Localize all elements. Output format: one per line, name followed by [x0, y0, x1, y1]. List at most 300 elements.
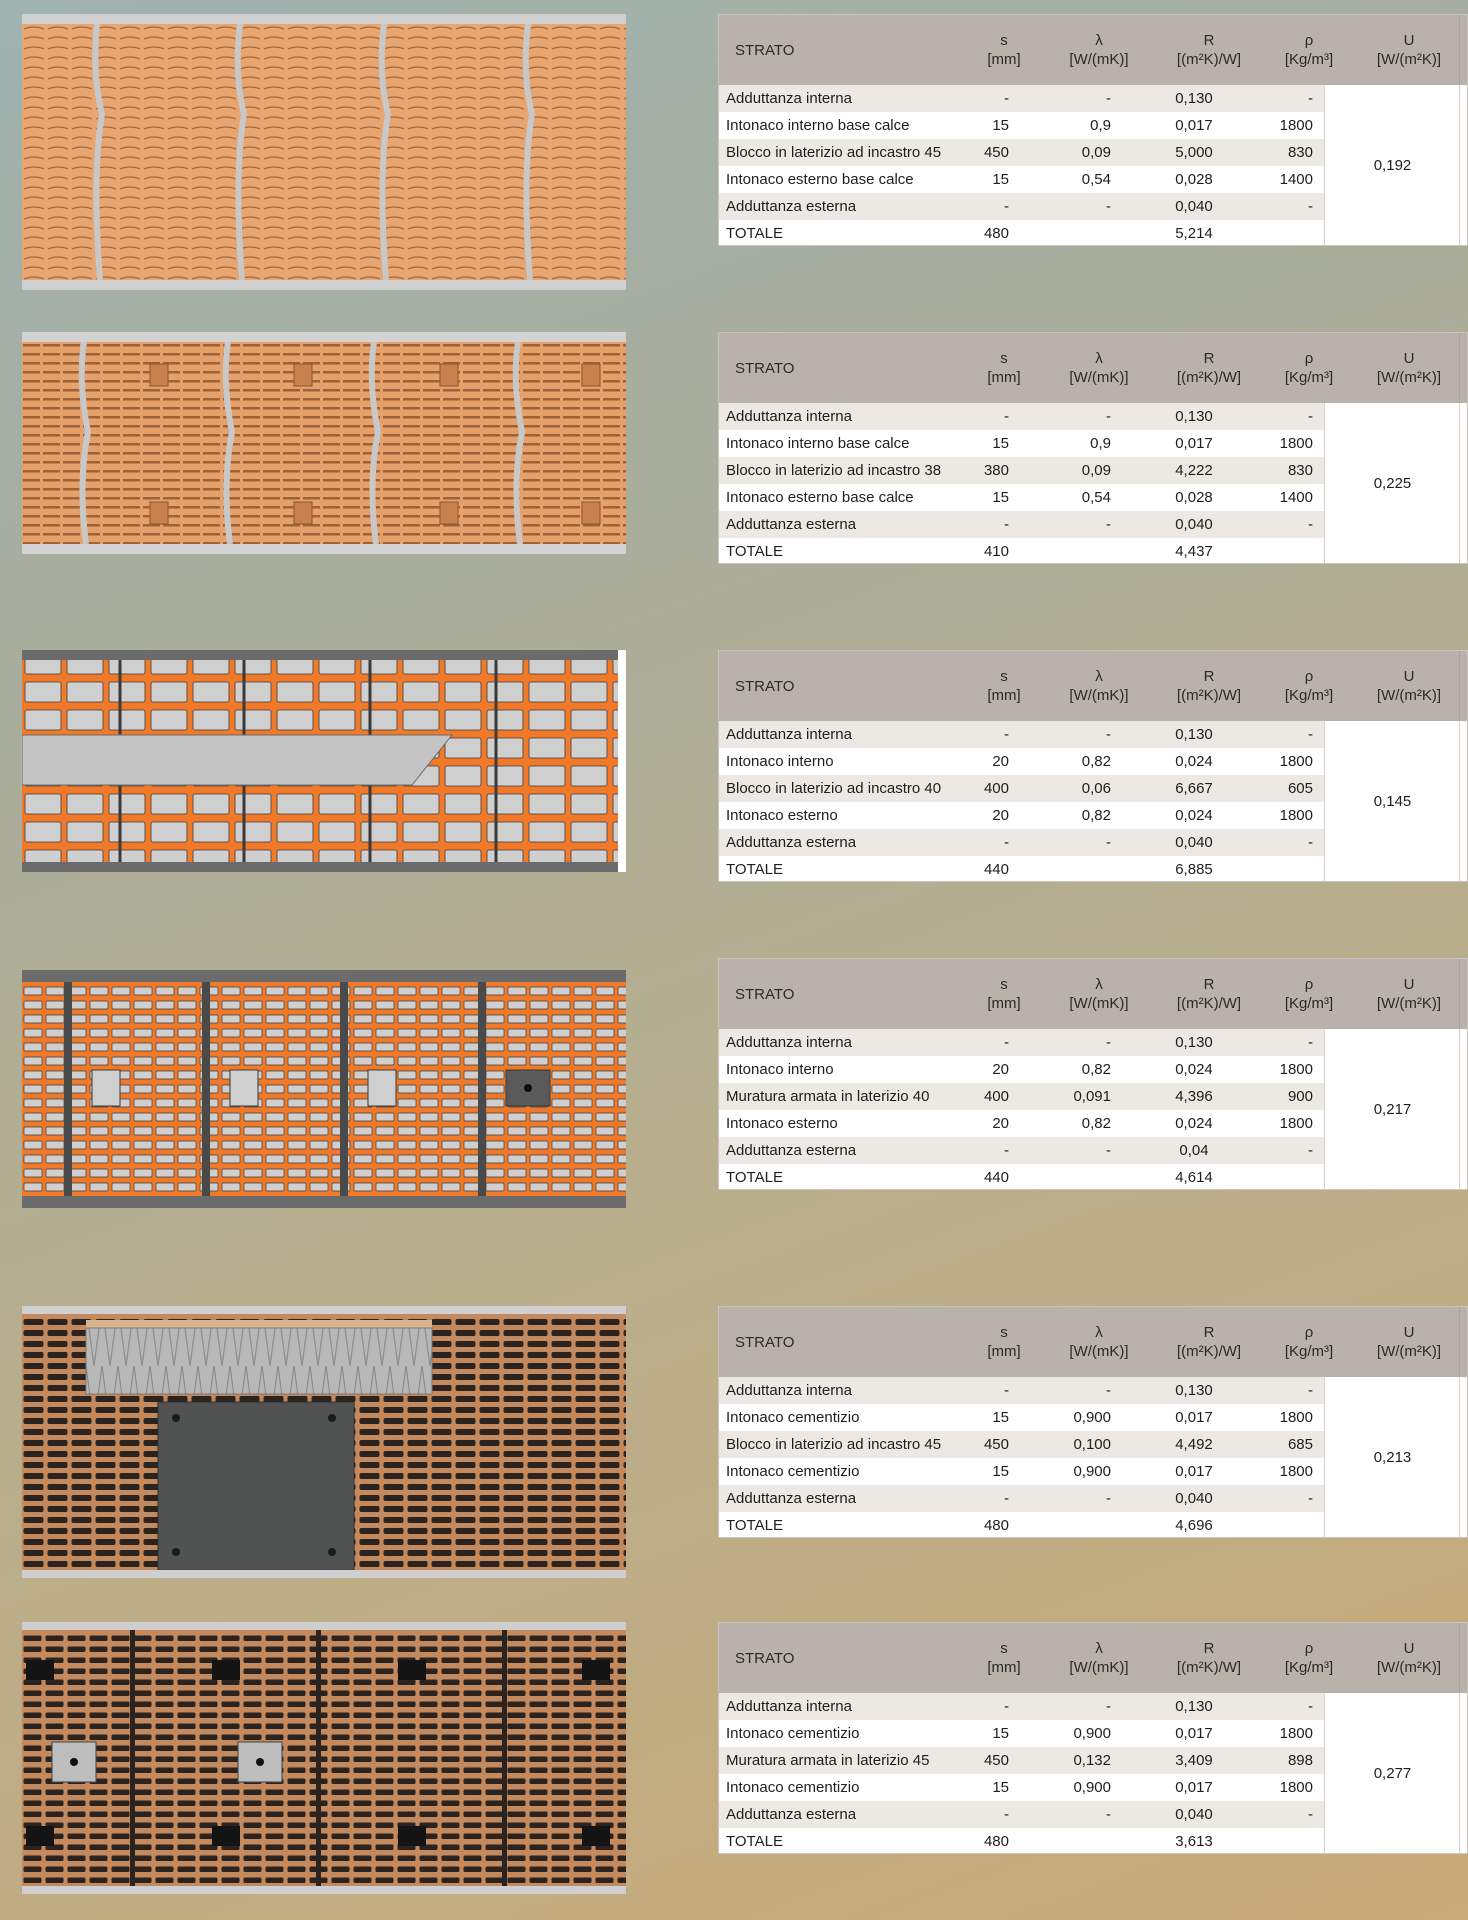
layer-density: -: [1308, 408, 1313, 425]
table-row-cells: [719, 1431, 1324, 1458]
header-resistance: [1139, 1307, 1279, 1377]
layer-density: 900: [1287, 1088, 1313, 1105]
layer-name: Adduttanza interna: [726, 1382, 852, 1399]
table-row-cells: [719, 856, 1324, 882]
header-resistance: [1139, 959, 1279, 1029]
header-strato-label: STRATO: [735, 1333, 795, 1351]
layer-name: Intonaco esterno: [726, 807, 838, 824]
layer-name: Intonaco esterno base calce: [726, 489, 914, 506]
layer-thickness: 450: [983, 1436, 1009, 1453]
layer-thickness: 480: [983, 225, 1009, 242]
layer-conductivity: -: [1106, 1698, 1111, 1715]
layer-thickness: 20: [992, 1061, 1009, 1078]
header-resistance: [1139, 1623, 1279, 1693]
table-row-cells: [719, 538, 1324, 564]
layer-conductivity: [1019, 856, 1111, 882]
layer-resistance: 0,028: [1175, 171, 1213, 188]
layer-thickness: 450: [983, 1752, 1009, 1769]
layer-density: 1800: [1279, 1463, 1313, 1480]
layer-resistance: 0,040: [1175, 516, 1213, 533]
u-value-edge: [1459, 1029, 1468, 1189]
layer-thickness: 15: [992, 1779, 1009, 1796]
layer-name: Intonaco cementizio: [726, 1409, 860, 1426]
u-value: 0,145: [1373, 792, 1412, 810]
layer-resistance: 0,017: [1175, 1725, 1213, 1742]
layer-thickness: -: [1004, 726, 1009, 743]
header-density-unit: [Kg/m³]: [1284, 1659, 1334, 1676]
u-value-cell: [1324, 85, 1460, 245]
u-value-edge: [1459, 85, 1468, 245]
layer-density: -: [1308, 516, 1313, 533]
layer-conductivity: 0,82: [1081, 1061, 1111, 1078]
header-thickness-label: s: [1000, 350, 1008, 367]
header-transmittance-label: U: [1403, 976, 1415, 993]
header-transmittance-unit: [W/(m²K)]: [1376, 1343, 1442, 1360]
table-row-cells: [719, 1828, 1324, 1854]
layer-resistance: 6,667: [1175, 780, 1213, 797]
table-row-cells: [719, 112, 1324, 139]
layer-conductivity: 0,900: [1073, 1463, 1111, 1480]
header-density-label: ρ: [1304, 668, 1314, 685]
layer-conductivity: 0,100: [1073, 1436, 1111, 1453]
layer-name: Intonaco interno: [726, 1061, 834, 1078]
header-density-unit: [Kg/m³]: [1284, 369, 1334, 386]
layer-conductivity: -: [1106, 516, 1111, 533]
layer-density: 1800: [1279, 1115, 1313, 1132]
layer-conductivity: [1019, 1164, 1111, 1190]
header-resistance-label: R: [1203, 350, 1215, 367]
header-thickness-unit: [mm]: [987, 51, 1021, 68]
table-row-cells: [719, 1164, 1324, 1190]
layer-conductivity: 0,900: [1073, 1779, 1111, 1796]
u-value-cell: [1324, 721, 1460, 881]
layer-density: 1800: [1279, 1725, 1313, 1742]
thermal-table-4: [718, 958, 1468, 1190]
layer-name: Adduttanza interna: [726, 408, 852, 425]
header-thickness-unit: [mm]: [987, 995, 1021, 1012]
table-header: [719, 15, 1467, 85]
layer-conductivity: 0,54: [1081, 489, 1111, 506]
table-row-cells: [719, 1512, 1324, 1538]
header-conductivity-label: λ: [1095, 32, 1103, 49]
header-conductivity-label: λ: [1095, 1640, 1103, 1657]
header-resistance: [1139, 15, 1279, 85]
layer-conductivity: 0,06: [1081, 780, 1111, 797]
table-header-edge: [1459, 651, 1468, 721]
layer-density: 1800: [1279, 753, 1313, 770]
layer-name: Blocco in laterizio ad incastro 45: [726, 144, 942, 161]
table-row-cells: [719, 85, 1324, 112]
layer-conductivity: 0,82: [1081, 807, 1111, 824]
layer-thickness: -: [1004, 1142, 1009, 1159]
table-row-cells: [719, 1110, 1324, 1137]
wall-section-1: [0, 14, 1468, 290]
table-row-cells: [719, 511, 1324, 538]
layer-density: [1249, 1164, 1313, 1190]
header-resistance-unit: [(m²K)/W]: [1176, 995, 1242, 1012]
layer-thickness: 20: [992, 807, 1009, 824]
layer-density: 830: [1287, 144, 1313, 161]
table-row-cells: [719, 775, 1324, 802]
layer-thickness: 15: [992, 117, 1009, 134]
layer-name: Blocco in laterizio ad incastro 40: [726, 780, 942, 797]
layer-name: Adduttanza interna: [726, 1034, 852, 1051]
layer-name: Adduttanza esterna: [726, 834, 857, 851]
layer-resistance: 4,396: [1175, 1088, 1213, 1105]
header-conductivity-unit: [W/(mK)]: [1069, 369, 1129, 386]
layer-thickness: 15: [992, 1409, 1009, 1426]
layer-density: [1249, 538, 1313, 564]
layer-name: TOTALE: [726, 225, 783, 242]
layer-name: Blocco in laterizio ad incastro 45: [726, 1436, 942, 1453]
header-resistance-unit: [(m²K)/W]: [1176, 687, 1242, 704]
header-conductivity-unit: [W/(mK)]: [1069, 995, 1129, 1012]
layer-conductivity: [1019, 1512, 1111, 1538]
table-row-cells: [719, 1747, 1324, 1774]
header-conductivity-unit: [W/(mK)]: [1069, 687, 1129, 704]
layer-conductivity: 0,09: [1081, 144, 1111, 161]
layer-resistance: 0,017: [1175, 435, 1213, 452]
table-row-cells: [719, 139, 1324, 166]
layer-thickness: -: [1004, 1034, 1009, 1051]
layer-conductivity: -: [1106, 408, 1111, 425]
layer-name: Adduttanza interna: [726, 90, 852, 107]
header-thickness: [959, 959, 1049, 1029]
layer-thickness: 400: [983, 780, 1009, 797]
layer-density: 1400: [1279, 489, 1313, 506]
layer-name: Muratura armata in laterizio 40: [726, 1088, 930, 1105]
layer-thickness: 440: [983, 861, 1009, 878]
header-strato: [735, 15, 895, 85]
layer-thickness: 480: [983, 1833, 1009, 1850]
layer-name: Adduttanza interna: [726, 1698, 852, 1715]
header-conductivity-label: λ: [1095, 976, 1103, 993]
layer-density: 685: [1287, 1436, 1313, 1453]
layer-density: -: [1308, 834, 1313, 851]
header-thickness-unit: [mm]: [987, 1343, 1021, 1360]
layer-density: 830: [1287, 462, 1313, 479]
layer-density: [1249, 220, 1313, 246]
header-transmittance-unit: [W/(m²K)]: [1376, 51, 1442, 68]
table-header-edge: [1459, 15, 1468, 85]
layer-conductivity: 0,900: [1073, 1409, 1111, 1426]
layer-thickness: 400: [983, 1088, 1009, 1105]
thermal-table-3: [718, 650, 1468, 882]
u-value-cell: [1324, 1377, 1460, 1537]
layer-resistance: 0,024: [1175, 1115, 1213, 1132]
table-row-cells: [719, 1137, 1324, 1164]
header-thickness: [959, 651, 1049, 721]
layer-density: -: [1308, 1698, 1313, 1715]
table-row-cells: [719, 1083, 1324, 1110]
header-thickness: [959, 1623, 1049, 1693]
wall-drawing-2: [22, 332, 626, 554]
layer-name: TOTALE: [726, 1833, 783, 1850]
layer-thickness: 380: [983, 462, 1009, 479]
layer-conductivity: 0,132: [1073, 1752, 1111, 1769]
header-thickness-label: s: [1000, 1324, 1008, 1341]
header-resistance-unit: [(m²K)/W]: [1176, 51, 1242, 68]
layer-conductivity: -: [1106, 1142, 1111, 1159]
table-row-cells: [719, 829, 1324, 856]
header-transmittance-label: U: [1403, 1324, 1415, 1341]
header-density-unit: [Kg/m³]: [1284, 51, 1334, 68]
layer-resistance: 4,222: [1175, 462, 1213, 479]
table-header-edge: [1459, 959, 1468, 1029]
layer-resistance: 0,130: [1175, 408, 1213, 425]
header-strato: [735, 333, 895, 403]
layer-conductivity: -: [1106, 1034, 1111, 1051]
layer-density: 1800: [1279, 1779, 1313, 1796]
layer-conductivity: [1019, 538, 1111, 564]
table-header-edge: [1459, 1623, 1468, 1693]
layer-name: Adduttanza esterna: [726, 1490, 857, 1507]
header-resistance-label: R: [1203, 32, 1215, 49]
layer-density: -: [1308, 1382, 1313, 1399]
table-row-cells: [719, 484, 1324, 511]
layer-resistance: 3,613: [1175, 1833, 1213, 1850]
layer-conductivity: -: [1106, 834, 1111, 851]
header-thickness-unit: [mm]: [987, 687, 1021, 704]
layer-density: -: [1308, 1142, 1313, 1159]
header-conductivity-unit: [W/(mK)]: [1069, 1343, 1129, 1360]
header-transmittance: [1339, 15, 1468, 85]
header-thickness-unit: [mm]: [987, 1659, 1021, 1676]
table-row-cells: [719, 1404, 1324, 1431]
layer-thickness: -: [1004, 408, 1009, 425]
layer-resistance: 0,017: [1175, 117, 1213, 134]
header-resistance-label: R: [1203, 976, 1215, 993]
header-density-label: ρ: [1304, 1324, 1314, 1341]
header-resistance-label: R: [1203, 1640, 1215, 1657]
layer-thickness: 15: [992, 1725, 1009, 1742]
layer-density: [1249, 856, 1313, 882]
layer-thickness: 480: [983, 1517, 1009, 1534]
layer-conductivity: 0,82: [1081, 1115, 1111, 1132]
header-strato: [735, 1623, 895, 1693]
u-value: 0,217: [1373, 1100, 1412, 1118]
layer-name: Intonaco interno base calce: [726, 435, 910, 452]
layer-resistance: 5,000: [1175, 144, 1213, 161]
layer-resistance: 0,040: [1175, 1806, 1213, 1823]
layer-conductivity: -: [1106, 1806, 1111, 1823]
layer-resistance: 0,040: [1175, 1490, 1213, 1507]
header-density-unit: [Kg/m³]: [1284, 1343, 1334, 1360]
header-resistance: [1139, 651, 1279, 721]
u-value: 0,192: [1373, 156, 1412, 174]
u-value: 0,213: [1373, 1448, 1412, 1466]
header-conductivity-unit: [W/(mK)]: [1069, 51, 1129, 68]
header-transmittance-label: U: [1403, 1640, 1415, 1657]
layer-conductivity: -: [1106, 1382, 1111, 1399]
layer-resistance: 0,130: [1175, 1034, 1213, 1051]
layer-thickness: -: [1004, 1806, 1009, 1823]
table-row-cells: [719, 1377, 1324, 1404]
wall-drawing-1: [22, 14, 626, 290]
layer-thickness: 440: [983, 1169, 1009, 1186]
u-value-cell: [1324, 1029, 1460, 1189]
header-conductivity-label: λ: [1095, 668, 1103, 685]
layer-thickness: -: [1004, 516, 1009, 533]
header-transmittance-label: U: [1403, 350, 1415, 367]
u-value-edge: [1459, 721, 1468, 881]
wall-section-3: [0, 650, 1468, 878]
layer-conductivity: 0,091: [1073, 1088, 1111, 1105]
layer-conductivity: 0,900: [1073, 1725, 1111, 1742]
wall-section-5: [0, 1306, 1468, 1578]
thermal-table-1: [718, 14, 1468, 246]
layer-density: -: [1308, 1806, 1313, 1823]
header-density-label: ρ: [1304, 350, 1314, 367]
table-row-cells: [719, 1693, 1324, 1720]
header-strato: [735, 651, 895, 721]
header-strato: [735, 959, 895, 1029]
layer-name: Muratura armata in laterizio 45: [726, 1752, 930, 1769]
header-transmittance-unit: [W/(m²K)]: [1376, 369, 1442, 386]
header-transmittance-label: U: [1403, 32, 1415, 49]
layer-name: TOTALE: [726, 1169, 783, 1186]
layer-thickness: -: [1004, 834, 1009, 851]
header-thickness: [959, 1307, 1049, 1377]
header-transmittance-unit: [W/(m²K)]: [1376, 1659, 1442, 1676]
header-thickness-label: s: [1000, 976, 1008, 993]
header-transmittance: [1339, 959, 1468, 1029]
layer-resistance: 3,409: [1175, 1752, 1213, 1769]
layer-conductivity: -: [1106, 1490, 1111, 1507]
table-header: [719, 1623, 1467, 1693]
layer-name: Intonaco esterno base calce: [726, 171, 914, 188]
layer-thickness: -: [1004, 1698, 1009, 1715]
layer-thickness: -: [1004, 1490, 1009, 1507]
table-header: [719, 1307, 1467, 1377]
wall-drawing-5: [22, 1306, 626, 1578]
layer-resistance: 0,130: [1175, 1698, 1213, 1715]
table-header: [719, 333, 1467, 403]
header-transmittance: [1339, 1623, 1468, 1693]
layer-density: 1400: [1279, 171, 1313, 188]
table-row-cells: [719, 430, 1324, 457]
layer-resistance: 4,437: [1175, 543, 1213, 560]
table-header: [719, 959, 1467, 1029]
u-value-edge: [1459, 1693, 1468, 1853]
layer-conductivity: 0,9: [1090, 117, 1111, 134]
layer-name: TOTALE: [726, 543, 783, 560]
header-resistance: [1139, 333, 1279, 403]
layer-density: 1800: [1279, 117, 1313, 134]
header-transmittance-unit: [W/(m²K)]: [1376, 687, 1442, 704]
layer-name: TOTALE: [726, 1517, 783, 1534]
layer-name: Intonaco interno: [726, 753, 834, 770]
header-thickness-label: s: [1000, 32, 1008, 49]
table-row-cells: [719, 220, 1324, 246]
layer-thickness: 15: [992, 171, 1009, 188]
header-transmittance: [1339, 1307, 1468, 1377]
layer-conductivity: 0,09: [1081, 462, 1111, 479]
layer-thickness: -: [1004, 198, 1009, 215]
layer-conductivity: 0,54: [1081, 171, 1111, 188]
layer-thickness: -: [1004, 90, 1009, 107]
wall-section-2: [0, 332, 1468, 560]
layer-resistance: 0,017: [1175, 1409, 1213, 1426]
layer-resistance: 0,04: [1179, 1142, 1209, 1159]
layer-density: -: [1308, 1034, 1313, 1051]
u-value-edge: [1459, 1377, 1468, 1537]
layer-resistance: 0,028: [1175, 489, 1213, 506]
table-row-cells: [719, 1485, 1324, 1512]
wall-drawing-3: [22, 650, 626, 872]
layer-name: Intonaco cementizio: [726, 1725, 860, 1742]
u-value-cell: [1324, 1693, 1460, 1853]
layer-name: Adduttanza esterna: [726, 516, 857, 533]
layer-name: Intonaco esterno: [726, 1115, 838, 1132]
layer-conductivity: -: [1106, 726, 1111, 743]
layer-density: -: [1308, 198, 1313, 215]
table-row-cells: [719, 802, 1324, 829]
u-value-cell: [1324, 403, 1460, 563]
layer-density: -: [1308, 1490, 1313, 1507]
layer-density: 898: [1287, 1752, 1313, 1769]
header-resistance-unit: [(m²K)/W]: [1176, 1659, 1242, 1676]
layer-resistance: 0,040: [1175, 198, 1213, 215]
layer-conductivity: 0,82: [1081, 753, 1111, 770]
layer-conductivity: [1019, 1828, 1111, 1854]
table-header-edge: [1459, 1307, 1468, 1377]
header-transmittance-unit: [W/(m²K)]: [1376, 995, 1442, 1012]
header-thickness-label: s: [1000, 1640, 1008, 1657]
layer-resistance: 0,024: [1175, 1061, 1213, 1078]
header-strato-label: STRATO: [735, 677, 795, 695]
table-row-cells: [719, 1056, 1324, 1083]
layer-conductivity: [1019, 220, 1111, 246]
layer-conductivity: -: [1106, 198, 1111, 215]
header-resistance-unit: [(m²K)/W]: [1176, 369, 1242, 386]
layer-resistance: 5,214: [1175, 225, 1213, 242]
header-density-label: ρ: [1304, 32, 1314, 49]
header-thickness: [959, 333, 1049, 403]
layer-name: Adduttanza esterna: [726, 198, 857, 215]
layer-density: 1800: [1279, 1409, 1313, 1426]
header-transmittance: [1339, 651, 1468, 721]
layer-name: Adduttanza esterna: [726, 1806, 857, 1823]
layer-resistance: 0,130: [1175, 726, 1213, 743]
header-density-label: ρ: [1304, 1640, 1314, 1657]
thermal-table-2: [718, 332, 1468, 564]
layer-name: TOTALE: [726, 861, 783, 878]
layer-resistance: 0,024: [1175, 753, 1213, 770]
layer-thickness: 15: [992, 1463, 1009, 1480]
header-thickness: [959, 15, 1049, 85]
layer-density: 605: [1287, 780, 1313, 797]
layer-resistance: 0,017: [1175, 1463, 1213, 1480]
layer-density: [1249, 1512, 1313, 1538]
layer-resistance: 4,696: [1175, 1517, 1213, 1534]
layer-resistance: 0,130: [1175, 90, 1213, 107]
layer-density: 1800: [1279, 435, 1313, 452]
header-strato-label: STRATO: [735, 985, 795, 1003]
table-header-edge: [1459, 333, 1468, 403]
thermal-table-5: [718, 1306, 1468, 1538]
table-row-cells: [719, 721, 1324, 748]
layer-density: [1249, 1828, 1313, 1854]
layer-resistance: 6,885: [1175, 861, 1213, 878]
layer-resistance: 0,017: [1175, 1779, 1213, 1796]
header-resistance-unit: [(m²K)/W]: [1176, 1343, 1242, 1360]
layer-thickness: 20: [992, 753, 1009, 770]
table-header: [719, 651, 1467, 721]
header-transmittance: [1339, 333, 1468, 403]
wall-drawing-4: [22, 970, 626, 1208]
layer-name: Intonaco interno base calce: [726, 117, 910, 134]
